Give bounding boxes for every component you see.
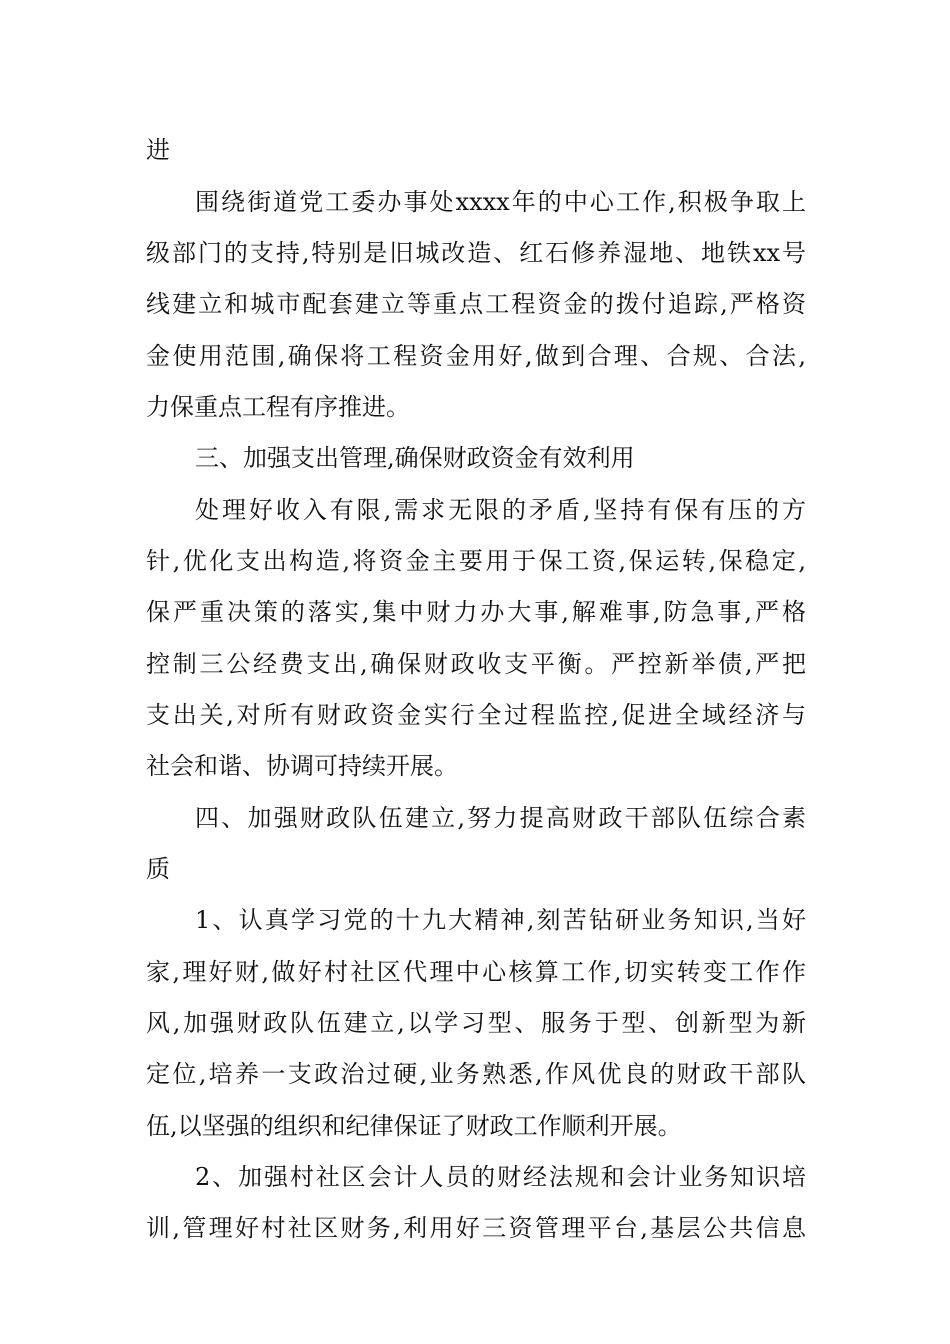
text-line-6: 力保重点工程有序推进。: [146, 393, 410, 421]
text-line-21: 2、加强村社区会计人员的财经法规和会计业务知识培: [195, 1163, 806, 1191]
text-line-17: 家,理好财,做好村社区代理中心核算工作,切实转变工作作: [146, 958, 806, 986]
section-heading-4-cont: 质: [146, 855, 170, 883]
text-line-1: 进: [146, 136, 170, 164]
section-heading-4: 四、加强财政队伍建立,努力提高财政干部队伍综合素: [195, 804, 806, 832]
section-heading-3: 三、加强支出管理,确保财政资金有效利用: [195, 444, 635, 472]
text-line-12: 支出关,对所有财政资金实行全过程监控,促进全域经济与: [146, 701, 806, 729]
text-line-19: 定位,培养一支政治过硬,业务熟悉,作风优良的财政干部队: [146, 1060, 806, 1088]
text-line-22: 训,管理好村社区财务,利用好三资管理平台,基层公共信息: [146, 1214, 806, 1242]
text-line-5: 金使用范围,确保将工程资金用好,做到合理、合规、合法,: [146, 342, 806, 370]
text-line-8: 处理好收入有限,需求无限的矛盾,坚持有保有压的方: [195, 496, 806, 524]
text-line-20: 伍,以坚强的组织和纪律保证了财政工作顺利开展。: [146, 1112, 682, 1140]
text-line-11: 控制三公经费支出,确保财政收支平衡。严控新举债,严把: [146, 650, 806, 678]
text-line-2: 围绕街道党工委办事处xxxx年的中心工作,积极争取上: [195, 188, 806, 216]
text-line-18: 风,加强财政队伍建立,以学习型、服务于型、创新型为新: [146, 1009, 806, 1037]
text-line-4: 线建立和城市配套建立等重点工程资金的拨付追踪,严格资: [146, 290, 806, 318]
text-line-3: 级部门的支持,特别是旧城改造、红石修养湿地、地铁xx号: [146, 239, 806, 267]
text-line-13: 社会和谐、协调可持续开展。: [146, 752, 458, 780]
text-line-16: 1、认真学习党的十九大精神,刻苦钻研业务知识,当好: [195, 906, 806, 934]
text-line-10: 保严重决策的落实,集中财力办大事,解难事,防急事,严格: [146, 598, 806, 626]
text-line-9: 针,优化支出构造,将资金主要用于保工资,保运转,保稳定,: [146, 547, 806, 575]
